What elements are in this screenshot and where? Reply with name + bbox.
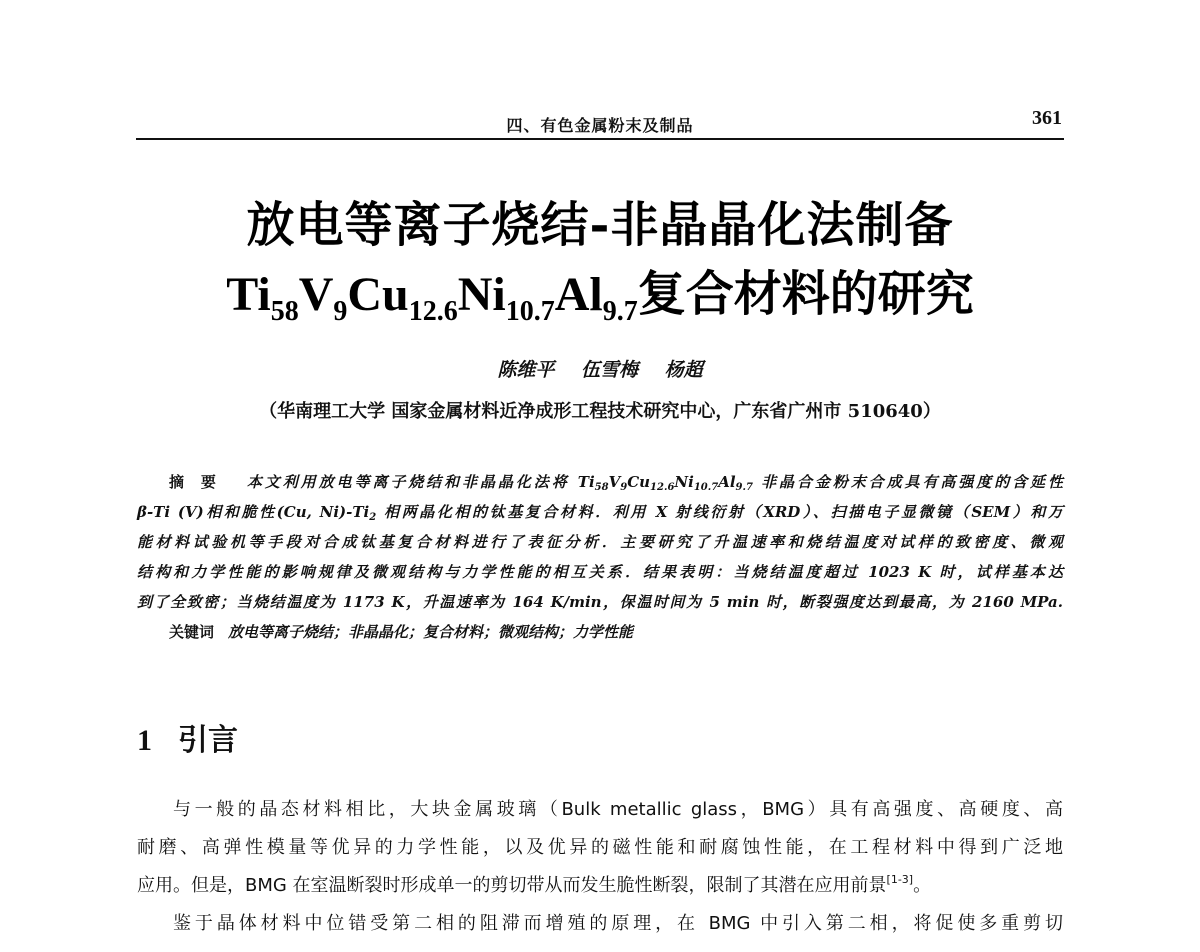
- formula-v-sub: 9: [333, 296, 348, 327]
- formula-ti-sub: 58: [270, 296, 299, 327]
- abstract-line: 结构和力学性能的影响规律及微观结构与力学性能的相互关系．结果表明：当烧结温度超过 1023 K 时，试样基本达: [137, 563, 1063, 581]
- abstract-sub: 58: [594, 482, 609, 493]
- abstract-text: 本文利用放电等离子烧结和非晶晶化法将 Ti: [246, 473, 595, 491]
- body-line: 耐磨、高弹性模量等优异的力学性能，以及优异的磁性能和耐腐蚀性能，在工程材料中得到广泛地: [137, 837, 1063, 858]
- formula-ti: Ti: [226, 268, 271, 321]
- body-line: 与一般的晶态材料相比，大块金属玻璃（Bulk metallic glass，BMG）具有高强度、高硬度、高: [173, 799, 1063, 820]
- title-suffix: 复合材料的研究: [637, 266, 974, 322]
- page-number: 361: [1032, 107, 1062, 129]
- abstract-line: 到了全致密；当烧结温度为 1173 K，升温速率为 164 K/min，保温时间为 5 min 时，断裂强度达到最高，为 2160 MPa.: [137, 593, 1063, 611]
- abstract-sub: 9: [620, 482, 628, 493]
- formula-cu-sub: 12.6: [408, 296, 458, 327]
- body-text-span: 。: [913, 875, 932, 896]
- section-heading: [137, 715, 238, 759]
- alloy-formula: [226, 268, 638, 327]
- section-title: 引言: [178, 723, 238, 758]
- abstract-sub: 2: [369, 512, 377, 523]
- body-text: [137, 791, 1063, 943]
- abstract-sub: 9.7: [735, 482, 753, 493]
- running-header: [136, 104, 1064, 140]
- body-line: 鉴于晶体材料中位错受第二相的阻滞而增殖的原理，在 BMG 中引入第二相，将促使多重剪切: [173, 913, 1063, 934]
- formula-ni-sub: 10.7: [505, 296, 555, 327]
- abstract-line: 能材料试验机等手段对合成钛基复合材料进行了表征分析．主要研究了升温速率和烧结温度对试样的致密度、微观: [137, 533, 1063, 551]
- abstract-label: 摘要: [169, 473, 233, 491]
- keywords: 放电等离子烧结；非晶晶化；复合材料；微观结构；力学性能: [228, 623, 634, 641]
- abstract-line: [137, 467, 1063, 497]
- author-list: [0, 355, 1200, 382]
- citation-ref: [1-3]: [886, 873, 914, 886]
- title-line-1: 放电等离子烧结-非晶晶化法制备: [246, 197, 954, 253]
- abstract-text: 相两晶化相的钛基复合材料．利用 X 射线衍射（XRD）、扫描电子显微镜（SEM）和万: [376, 503, 1063, 521]
- author-name: 陈维平: [497, 359, 555, 381]
- keywords-label: 关键词: [169, 623, 215, 641]
- author-name: 杨超: [664, 359, 703, 381]
- keywords-line: [137, 617, 1063, 647]
- section-number: 1: [137, 724, 152, 757]
- formula-cu: Cu: [347, 268, 409, 321]
- formula-al: Al: [554, 268, 603, 321]
- affiliation: （华南理工大学 国家金属材料近净成形工程技术研究中心，广东省广州市 510640）: [259, 401, 941, 422]
- formula-al-sub: 9.7: [602, 296, 638, 327]
- abstract-line: [137, 497, 1063, 527]
- section-name: 四、有色金属粉末及制品: [506, 116, 694, 135]
- abstract-text: Al: [718, 473, 736, 491]
- abstract-text: Ni: [674, 473, 694, 491]
- abstract-text: β-Ti (V)相和脆性(Cu, Ni)-Ti: [137, 503, 370, 521]
- title-line-2: [0, 255, 1200, 328]
- body-text-span: 应用。但是，BMG 在室温断裂时形成单一的剪切带从而发生脆性断裂，限制了其潜在应用前景: [137, 875, 887, 896]
- body-line: [137, 867, 1063, 905]
- abstract: [137, 467, 1063, 647]
- author-name: 伍雪梅: [580, 359, 638, 381]
- abstract-sub: 12.6: [650, 482, 675, 493]
- abstract-text: 非晶合金粉末合成具有高强度的含延性: [752, 473, 1063, 491]
- formula-v: V: [298, 268, 334, 321]
- abstract-sub: 10.7: [693, 482, 719, 493]
- abstract-text: V: [608, 473, 621, 491]
- abstract-text: Cu: [627, 473, 651, 491]
- formula-ni: Ni: [457, 268, 506, 321]
